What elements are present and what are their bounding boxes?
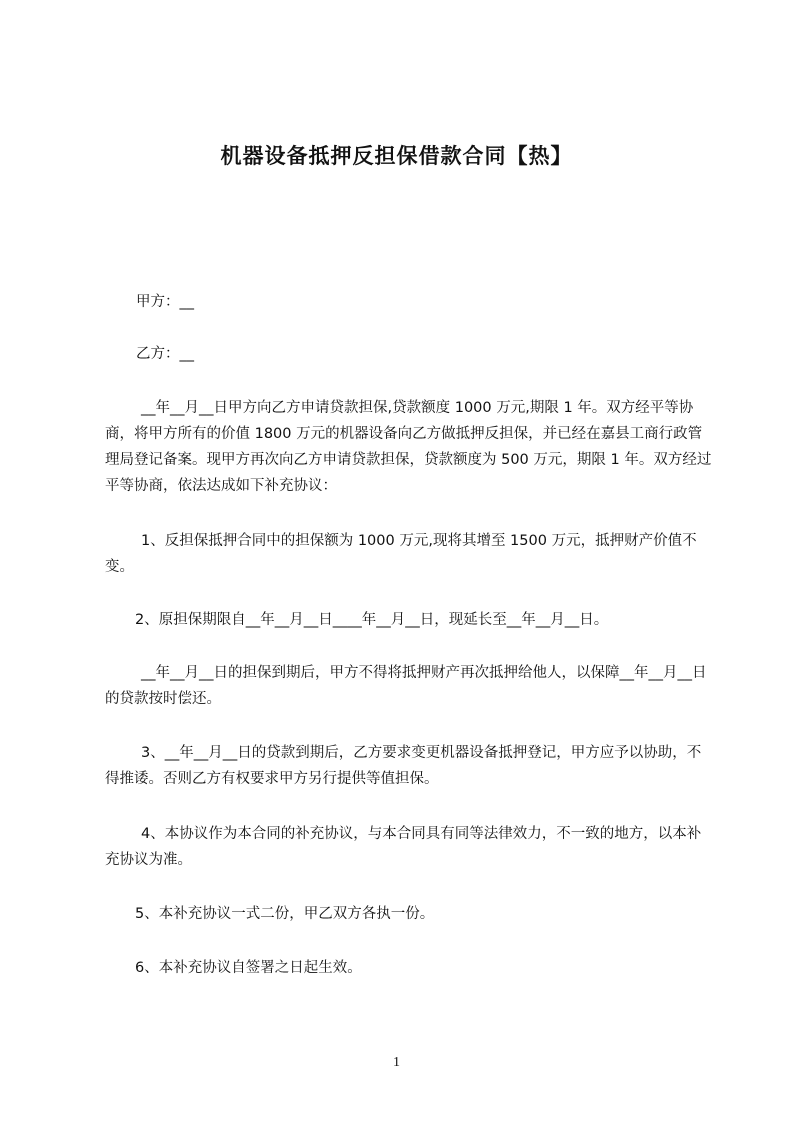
clause-5-paragraph: 5、本补充协议一式二份，甲乙双方各执一份。: [135, 906, 435, 922]
guarantee-expiry-paragraph: __年__月__日的担保到期后，甲方不得将抵押财产再次抵押给他人，以保障__年__月__日的贷款按时偿还。: [105, 665, 707, 707]
clause-3-paragraph: 3、__年__月__日的贷款到期后，乙方要求变更机器设备抵押登记，甲方应予以协助，不得推诿。否则乙方有权要求甲方另行提供等值担保。: [105, 745, 702, 787]
clause-4-paragraph: 4、本协议作为本合同的补充协议，与本合同具有同等法律效力，不一致的地方，以本补充协议为准。: [105, 826, 702, 868]
page-number: 1: [393, 1055, 400, 1070]
document-title: 机器设备抵押反担保借款合同【热】: [220, 144, 573, 168]
clause-2-paragraph: 2、原担保期限自__年__月__日____年__月__日，现延长至__年__月__日。: [135, 612, 609, 628]
clause-1-paragraph: 1、反担保抵押合同中的担保额为 1000 万元,现将其增至 1500 万元，抵押财产价值不变。: [105, 533, 697, 575]
clause-6-paragraph: 6、本补充协议自签署之日起生效。: [135, 960, 362, 976]
party-b-line: 乙方：__: [136, 346, 194, 362]
party-a-line: 甲方：__: [136, 294, 194, 310]
intro-paragraph: __年__月__日甲方向乙方申请贷款担保,贷款额度 1000 万元,期限 1 年。双方经平等协商，将甲方所有的价值 1800 万元的机器设备向乙方做抵押反担保，并已经在嘉县工商行政管理局登记备案。现甲方再次向乙方申请贷款担保，贷款额度为 500 万元，期限 1 年。双方经过平等协商，依法达成如下补充协议：: [105, 400, 712, 494]
